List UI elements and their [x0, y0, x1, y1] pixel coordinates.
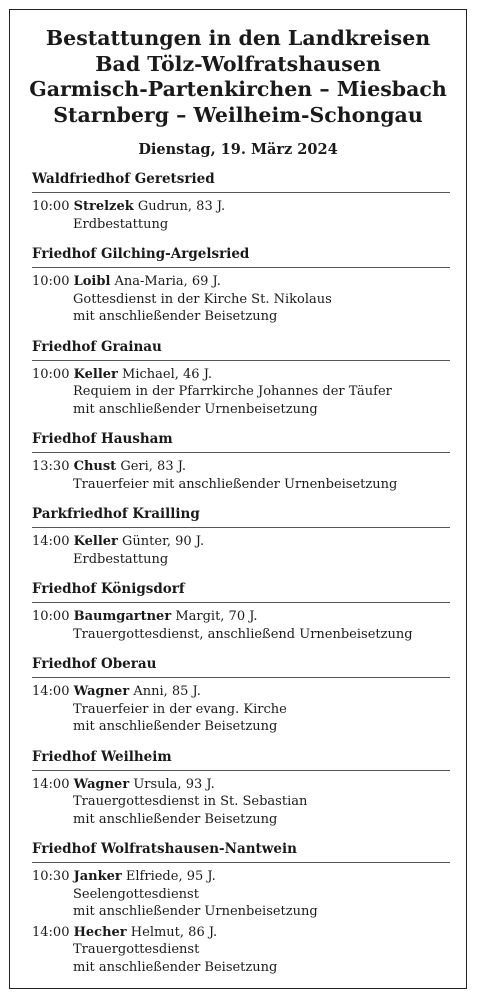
- cemetery-name: Friedhof Weilheim: [32, 748, 172, 765]
- burial-time: 10:00: [32, 366, 70, 382]
- deceased-surname: Wagner: [73, 684, 130, 699]
- deceased-surname: Keller: [73, 534, 118, 549]
- cemetery-name: Friedhof Grainau: [32, 338, 162, 355]
- service-detail: mit anschließender Urnenbeisetzung: [73, 904, 318, 919]
- deceased-name-age: Michael, 46 J.: [122, 366, 213, 382]
- service-detail: mit anschließender Beisetzung: [73, 811, 278, 827]
- deceased-name-age: Ursula, 93 J.: [133, 776, 215, 792]
- burial-time: 14:00: [32, 684, 70, 699]
- section-divider: [32, 267, 450, 268]
- cemetery-section: [32, 748, 456, 829]
- cemetery-section: [32, 840, 456, 976]
- title-line-4: Starnberg – Weilheim-Schongau: [53, 102, 423, 127]
- section-divider: [32, 677, 450, 678]
- cemetery-section: [32, 170, 456, 233]
- section-divider: [32, 602, 450, 603]
- burial-time: 10:00: [32, 609, 70, 624]
- deceased-surname: Loibl: [73, 274, 111, 289]
- notice-date: Dienstag, 19. März 2024: [138, 141, 338, 158]
- entry-main-line: [32, 273, 456, 291]
- burial-time: 10:00: [32, 274, 70, 289]
- title-line-2: Bad Tölz-Wolfratshausen: [95, 51, 381, 76]
- entry-main-line: [32, 366, 456, 384]
- deceased-surname: Baumgartner: [73, 609, 172, 624]
- cemetery-section: [32, 338, 456, 419]
- deceased-surname: Hecher: [73, 924, 127, 940]
- cemetery-section: [32, 505, 456, 568]
- service-detail: mit anschließender Urnenbeisetzung: [73, 401, 318, 417]
- service-detail: mit anschließender Beisetzung: [73, 959, 278, 975]
- section-divider: [32, 452, 450, 453]
- burial-time: 10:00: [32, 199, 70, 214]
- burial-time: 14:00: [32, 776, 70, 792]
- burial-entry: [32, 273, 456, 326]
- service-detail: Erdbestattung: [73, 216, 169, 232]
- cemetery-section: [32, 245, 456, 326]
- deceased-name-age: Geri, 83 J.: [120, 459, 187, 474]
- entry-main-line: [32, 924, 456, 942]
- service-detail: Requiem in der Pfarrkirche Johannes der Täufer: [73, 384, 392, 399]
- entry-main-line: [32, 458, 456, 476]
- burial-entry: [32, 366, 456, 419]
- cemetery-name: Friedhof Hausham: [32, 431, 173, 447]
- burial-entry: [32, 458, 456, 493]
- entry-main-line: [32, 198, 456, 216]
- cemetery-name: Waldfriedhof Geretsried: [32, 171, 215, 187]
- burial-entry: [32, 198, 456, 233]
- section-divider: [32, 770, 450, 771]
- deceased-name-age: Gudrun, 83 J.: [137, 199, 226, 214]
- service-detail: Trauerfeier in der evang. Kirche: [73, 701, 287, 717]
- deceased-surname: Keller: [73, 366, 118, 382]
- burial-time: 14:00: [32, 534, 70, 549]
- section-divider: [32, 527, 450, 528]
- deceased-surname: Strelzek: [73, 199, 134, 214]
- cemetery-section: [32, 580, 456, 643]
- burial-entry: [32, 868, 456, 921]
- service-detail: Trauergottesdienst: [73, 942, 200, 957]
- entry-main-line: [32, 776, 456, 794]
- deceased-name-age: Helmut, 86 J.: [130, 924, 218, 940]
- deceased-surname: Wagner: [73, 776, 130, 792]
- cemetery-name: Friedhof Gilching-Argelsried: [32, 246, 250, 262]
- burial-entry: [32, 608, 456, 643]
- burial-time: 10:30: [32, 869, 70, 884]
- cemetery-section: [32, 655, 456, 736]
- cemetery-name: Friedhof Königsdorf: [32, 581, 185, 597]
- notice-header: [10, 10, 466, 158]
- service-detail: Trauerfeier mit anschließender Urnenbeisetzung: [73, 476, 398, 492]
- section-divider: [32, 862, 450, 863]
- deceased-surname: Janker: [73, 869, 122, 884]
- deceased-name-age: Elfriede, 95 J.: [125, 869, 216, 884]
- title-line-1: Bestattungen in den Landkreisen: [45, 26, 431, 50]
- entry-main-line: [32, 533, 456, 551]
- burial-entry: [32, 924, 456, 977]
- entry-main-line: [32, 683, 456, 701]
- deceased-name-age: Günter, 90 J.: [122, 534, 205, 549]
- burial-entry: [32, 683, 456, 736]
- burial-time: 14:00: [32, 924, 70, 940]
- service-detail: Erdbestattung: [73, 551, 169, 567]
- deceased-surname: Chust: [73, 459, 117, 474]
- cemetery-sections: [10, 170, 466, 976]
- entry-main-line: [32, 608, 456, 626]
- service-detail: Trauergottesdienst, anschließend Urnenbeisetzung: [73, 626, 413, 642]
- burial-entry: [32, 776, 456, 829]
- service-detail: Seelengottesdienst: [73, 886, 199, 902]
- title-line-3: Garmisch-Partenkirchen – Miesbach: [29, 77, 447, 101]
- section-divider: [32, 360, 450, 361]
- cemetery-name: Parkfriedhof Krailling: [32, 506, 200, 522]
- burial-time: 13:30: [32, 459, 70, 474]
- deceased-name-age: Anni, 85 J.: [133, 684, 201, 699]
- deceased-name-age: Margit, 70 J.: [175, 609, 258, 624]
- section-divider: [32, 192, 450, 193]
- cemetery-section: [32, 430, 456, 493]
- notice-frame: [9, 9, 467, 989]
- service-detail: mit anschließender Beisetzung: [73, 719, 278, 734]
- cemetery-name: Friedhof Oberau: [32, 656, 157, 672]
- entry-main-line: [32, 868, 456, 886]
- service-detail: Gottesdienst in der Kirche St. Nikolaus: [73, 291, 332, 307]
- deceased-name-age: Ana-Maria, 69 J.: [114, 274, 221, 289]
- service-detail: Trauergottesdienst in St. Sebastian: [73, 794, 308, 809]
- burial-entry: [32, 533, 456, 568]
- cemetery-name: Friedhof Wolfratshausen-Nantwein: [32, 841, 297, 857]
- service-detail: mit anschließender Beisetzung: [73, 309, 278, 324]
